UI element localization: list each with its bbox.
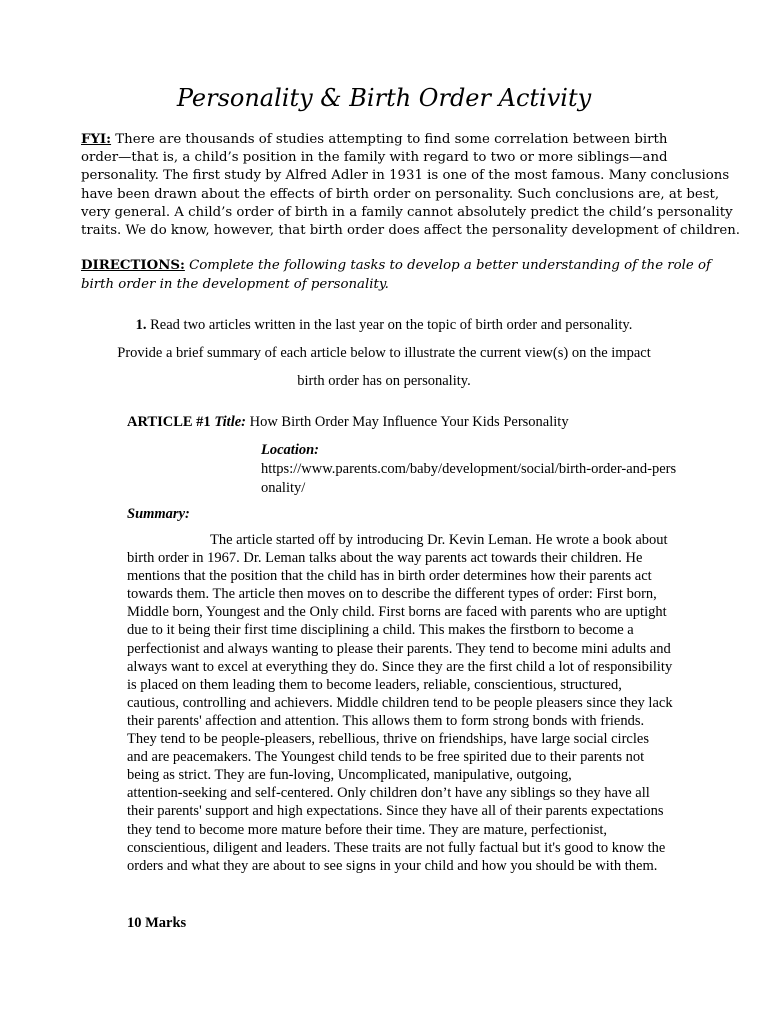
task-line: Provide a brief summary of each article below to illustrate the current view(s) on the impact [117,345,651,361]
article-title: How Birth Order May Influence Your Kids Personality [245,414,569,430]
summary-line: is placed on them leading them to become leaders, reliable, conscientious, structured, [127,676,622,693]
task-1 [90,311,678,395]
fyi-line: traits. We do know, however, that birth order does affect the personality development of children. [81,222,741,238]
article-heading [127,414,569,431]
article-label: ARTICLE #1 [127,414,215,430]
summary-label: Summary: [127,506,190,522]
article-title-label: Title: [214,414,246,430]
marks-label: 10 Marks [127,915,187,931]
summary-line: and are peacemakers. The Youngest child tends to be free spirited due to their parents not [127,749,645,766]
fyi-line: FYI: There are thousands of studies attempting to find some correlation between birth [81,132,668,147]
fyi-line: have been drawn about the effects of birth order on personality. Such conclusions are, at best, [81,186,720,202]
directions-paragraph [81,256,711,294]
fyi-line: personality. The first study by Alfred Adler in 1931 is one of the most famous. Many conclusions [81,168,730,184]
page-title: Personality & Birth Order Activity [176,84,592,112]
summary-line: perfectionist and always wanting to please their parents. They tend to become mini adults and [127,640,671,657]
directions-label: DIRECTIONS: [81,258,185,273]
article-location [261,441,701,498]
summary-line: They tend to be people-pleasers, rebellious, thrive on friendships, have large social circles [127,731,649,748]
task-number: 1. [135,317,147,333]
summary-line: birth order in 1967. Dr. Leman talks about the way parents act towards their children. He [127,550,643,567]
summary-line: mentions that the position that the child has in birth order determines how their parents act [127,568,652,585]
location-url-line: onality/ [261,480,306,496]
summary-line: being as strict. They are fun-loving, Uncomplicated, manipulative, outgoing, [127,767,572,784]
task-line: birth order has on personality. [297,373,471,389]
summary-line: Middle born, Youngest and the Only child. First borns are faced with parents who are uptight [127,604,667,621]
summary-line: conscientious, diligent and leaders. These traits are not fully factual but it's good to know the [127,839,666,856]
summary-line: due to it being their first time disciplining a child. This makes the firstborn to become a [127,622,634,639]
summary-line: they tend to become more mature before their time. They are mature, perfectionist, [127,821,608,838]
summary-line: always want to excel at everything they do. Since they are the first child a lot of responsibility [127,658,673,675]
directions-line: birth order in the development of personality. [81,277,389,292]
task-line: 1. Read two articles written in the last year on the topic of birth order and personality. [135,317,633,333]
summary-line: The article started off by introducing Dr. Kevin Leman. He wrote a book about [210,532,668,548]
location-url-line: https://www.parents.com/baby/development/social/birth-order-and-pers [261,461,677,477]
fyi-line: order—that is, a child’s position in the family with regard to two or more siblings—and [81,150,668,166]
summary-line: attention-seeking and self-centered. Only children don’t have any siblings so they have all [127,785,650,802]
summary-line: cautious, controlling and achievers. Middle children tend to be people pleasers since they lack [127,694,673,711]
summary-line: their parents' affection and attention. This allows them to form strong bonds with friends. [127,712,645,729]
location-label: Location: [261,442,319,458]
summary-line: their parents' support and high expectations. Since they have all of their parents expectations [127,803,664,820]
fyi-line: very general. A child’s order of birth in a family cannot absolutely predict the child’s personality [81,204,733,220]
directions-line: DIRECTIONS: Complete the following tasks to develop a better understanding of the role of [81,258,711,273]
fyi-label: FYI: [81,132,112,147]
summary-paragraph [127,531,702,875]
summary-line: orders and what they are about to see signs in your child and how you should be with them. [127,857,658,874]
fyi-paragraph [81,131,741,240]
summary-line: towards them. The article then moves on to describe the different types of order: First born, [127,586,657,603]
